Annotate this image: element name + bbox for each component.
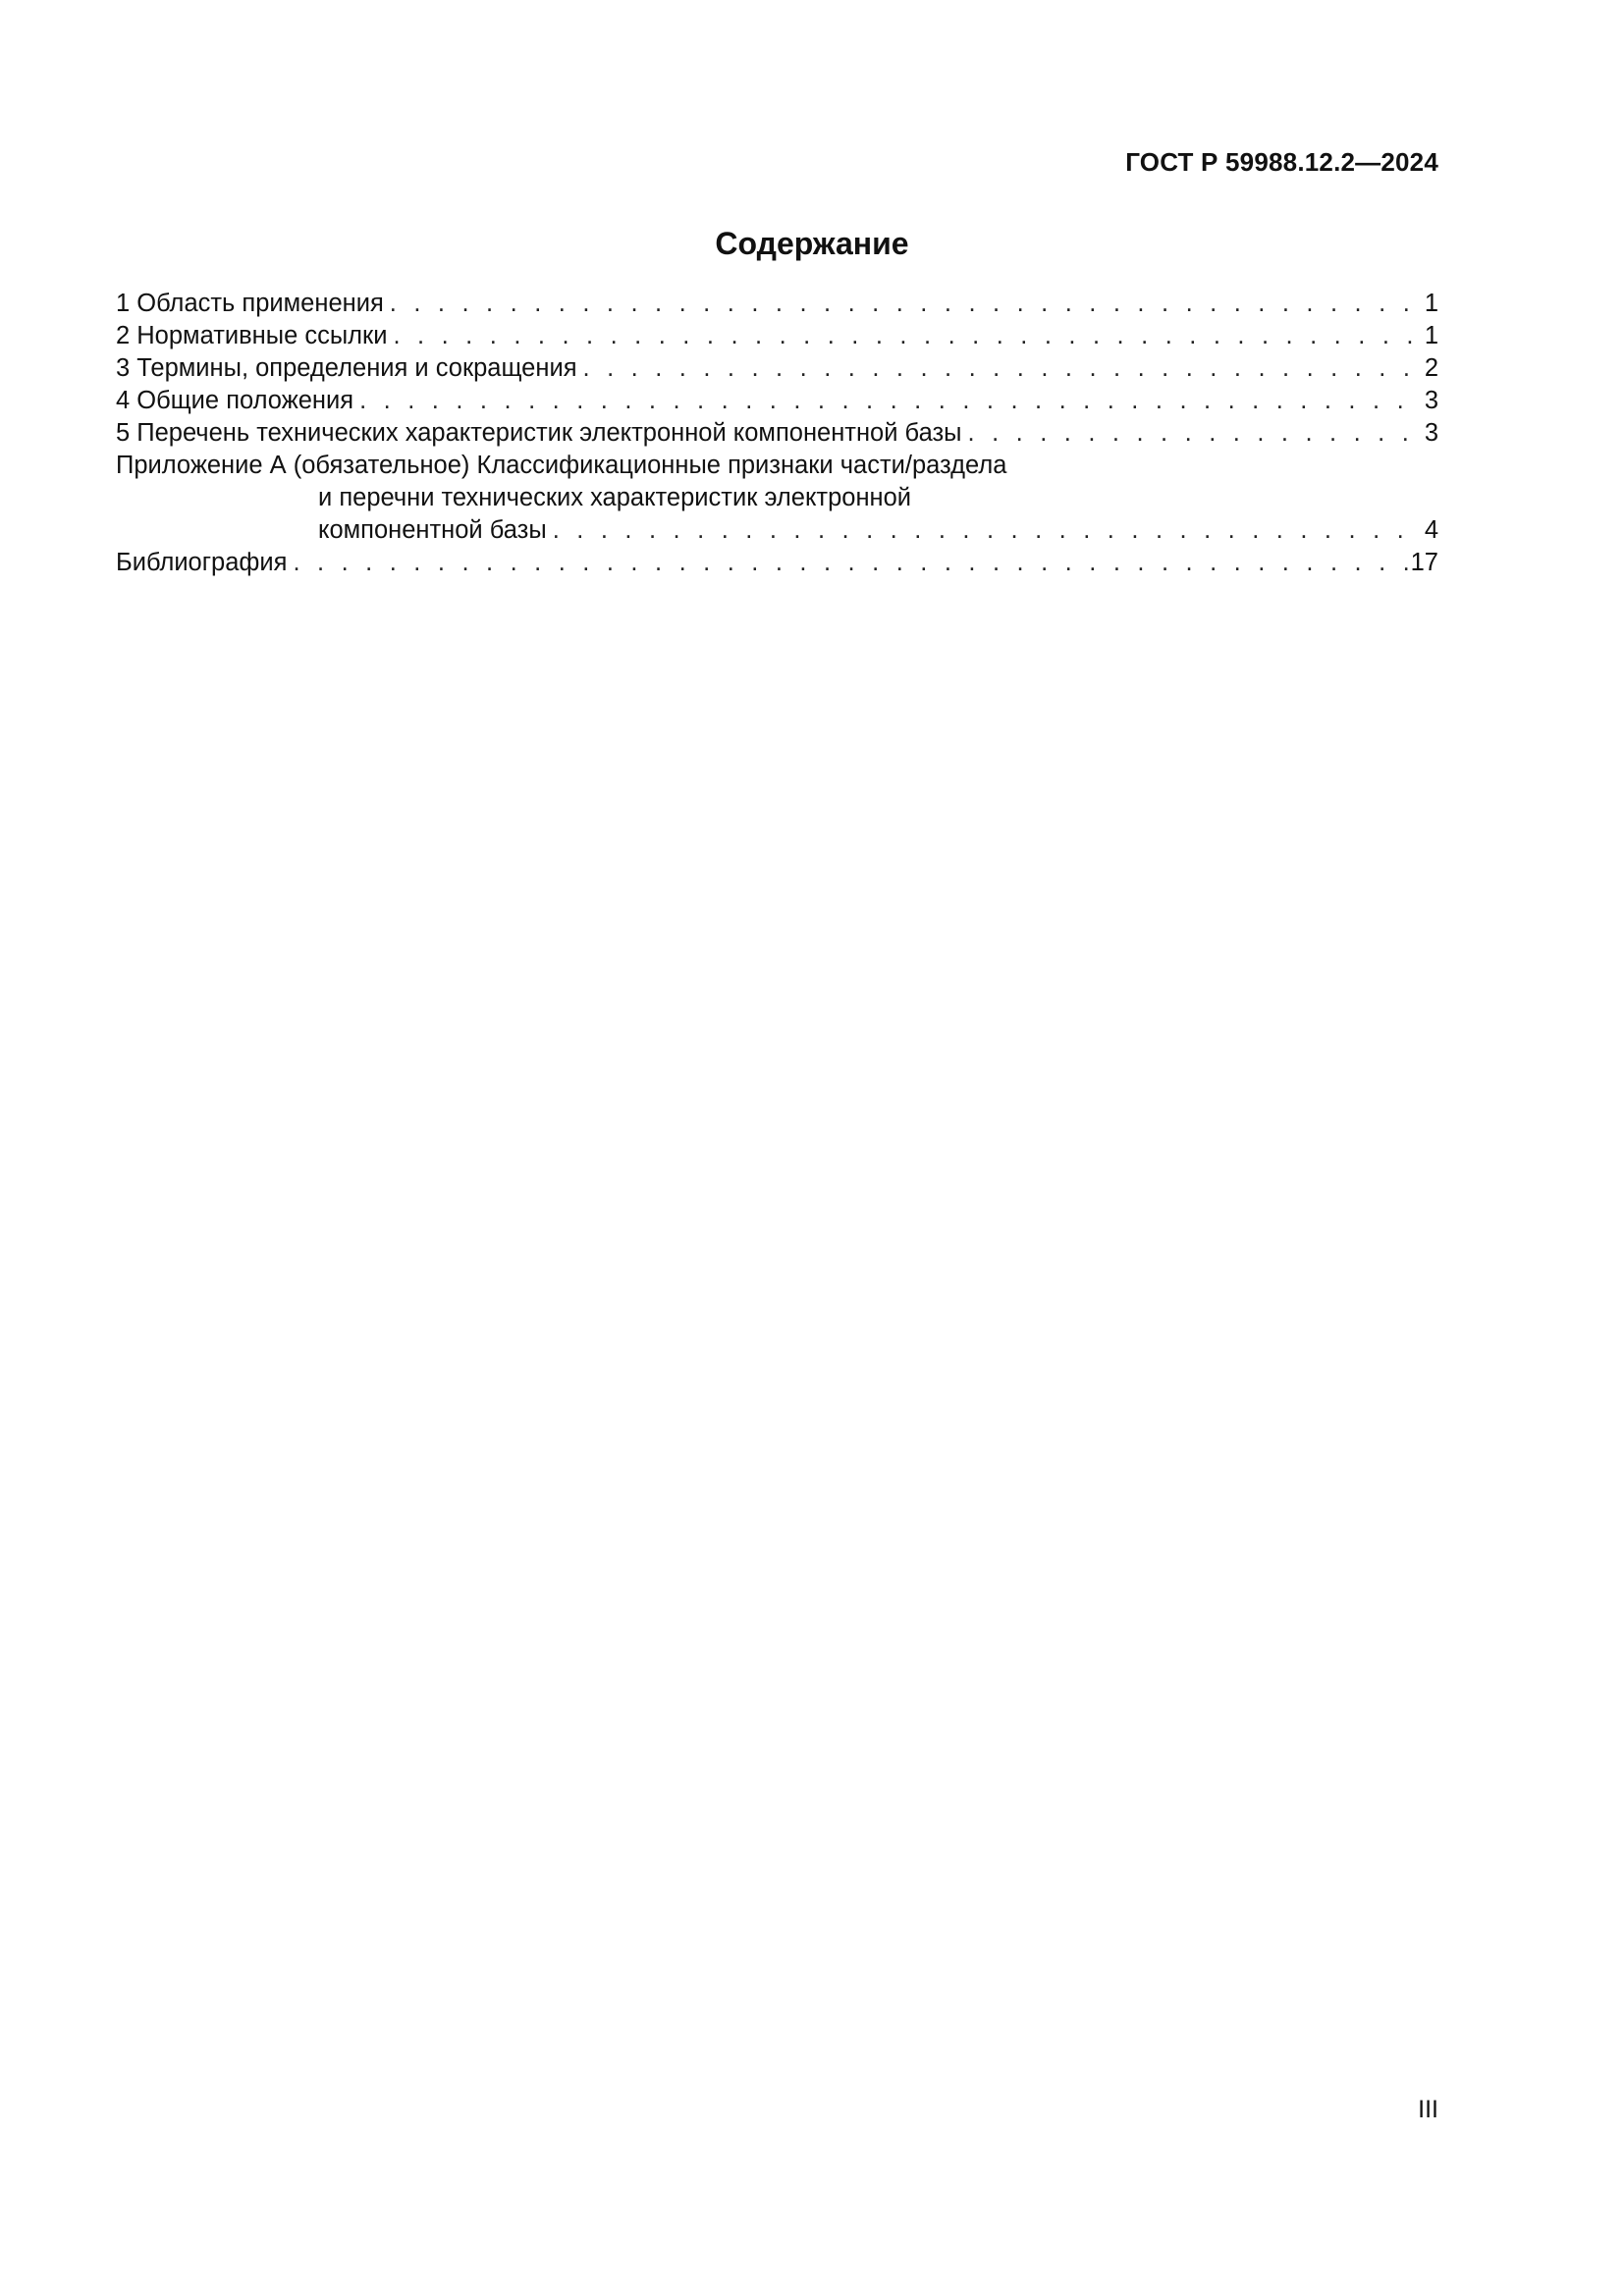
toc-entry-page: 3 bbox=[1424, 419, 1438, 447]
dot-leader bbox=[553, 514, 1423, 547]
dot-leader bbox=[968, 417, 1423, 450]
toc-entry-general-provisions[interactable] bbox=[116, 385, 1438, 417]
toc-entry-page: 2 bbox=[1424, 354, 1438, 382]
toc-entry-terms[interactable] bbox=[116, 352, 1438, 385]
toc-entry-page: 3 bbox=[1424, 387, 1438, 414]
toc-entry-label: 1 Область применения bbox=[116, 290, 384, 317]
appendix-title-line-3: компонентной базы bbox=[318, 516, 547, 544]
toc-entry-scope[interactable] bbox=[116, 288, 1438, 320]
toc-entry-page: 4 bbox=[1424, 516, 1438, 544]
dot-leader bbox=[293, 547, 1408, 579]
toc-entry-normative-references[interactable] bbox=[116, 320, 1438, 352]
toc-entry-characteristics-list[interactable] bbox=[116, 417, 1438, 450]
page-number: III bbox=[1418, 2096, 1438, 2123]
document-code: ГОСТ Р 59988.12.2—2024 bbox=[1125, 147, 1438, 177]
toc-entry-label: Библиография bbox=[116, 549, 288, 576]
toc-entry-page: 1 bbox=[1424, 322, 1438, 349]
toc-entry-page: 17 bbox=[1410, 549, 1438, 576]
toc-entry-bibliography[interactable] bbox=[116, 547, 1438, 579]
table-of-contents bbox=[116, 288, 1438, 579]
toc-entry-label: 2 Нормативные ссылки bbox=[116, 322, 388, 349]
toc-entry-label: 3 Термины, определения и сокращения bbox=[116, 354, 577, 382]
toc-entry-appendix-a[interactable] bbox=[116, 450, 1438, 547]
toc-title: Содержание bbox=[715, 226, 909, 261]
appendix-title-line-1: Приложение А (обязательное) Классификационные признаки части/раздела bbox=[116, 452, 1007, 479]
appendix-title-line-3-row bbox=[116, 514, 1438, 547]
dot-leader bbox=[393, 320, 1422, 352]
dot-leader bbox=[359, 385, 1423, 417]
toc-entry-label: 4 Общие положения bbox=[116, 387, 354, 414]
dot-leader bbox=[583, 352, 1423, 385]
toc-entry-page: 1 bbox=[1424, 290, 1438, 317]
appendix-title-line-2: и перечни технических характеристик электронной bbox=[318, 484, 912, 511]
toc-entry-label: 5 Перечень технических характеристик электронной компонентной базы bbox=[116, 419, 962, 447]
dot-leader bbox=[390, 288, 1423, 320]
